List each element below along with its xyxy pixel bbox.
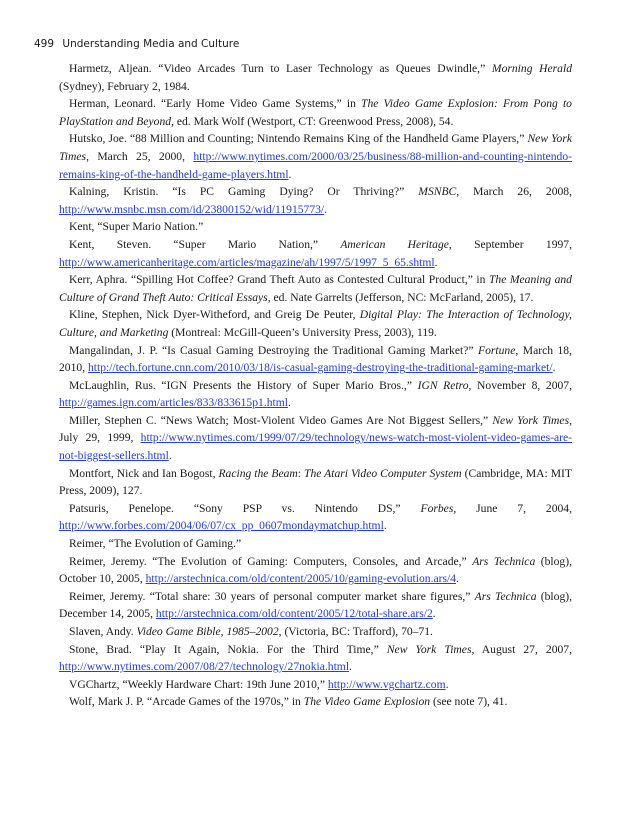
reference-text: Kalning, Kristin. “Is PC Gaming Dying? Or Thriving?” bbox=[69, 185, 419, 199]
reference-text: Wolf, Mark J. P. “Arcade Games of the 1970s,” in bbox=[69, 695, 304, 709]
reference-entry bbox=[59, 641, 572, 676]
reference-text: , ed. Nate Garrelts (Jefferson, NC: McFarland, 2005), 17. bbox=[267, 290, 534, 304]
reference-entry bbox=[59, 236, 572, 271]
reference-text: VGChartz, “Weekly Hardware Chart: 19th June 2010,” bbox=[69, 677, 328, 691]
reference-entry bbox=[59, 218, 572, 236]
reference-entry bbox=[59, 271, 572, 306]
reference-entry bbox=[59, 377, 572, 412]
reference-text: Montfort, Nick and Ian Bogost, bbox=[69, 466, 219, 480]
reference-text: , July 29, 1999, bbox=[59, 413, 572, 445]
reference-text: Herman, Leonard. “Early Home Video Game Systems,” in bbox=[69, 97, 362, 111]
reference-link[interactable]: http://www.americanheritage.com/articles/magazine/ah/1997/5/1997_5_65.shtml bbox=[59, 255, 435, 269]
reference-text: Kent, “Super Mario Nation.” bbox=[69, 220, 204, 234]
reference-entry bbox=[59, 465, 572, 500]
reference-text: . bbox=[383, 519, 387, 533]
reference-text: McLaughlin, Rus. “IGN Presents the History of Super Mario Bros.,” bbox=[69, 378, 418, 392]
reference-entry bbox=[59, 553, 572, 588]
reference-link[interactable]: http://www.nytimes.com/1999/07/29/technology/news-watch-most-violent-video-games-are-not-biggest-sellers.html bbox=[59, 431, 572, 463]
reference-text: (blog), December 14, 2005, bbox=[59, 589, 573, 621]
reference-italic-title: Ars Technica bbox=[474, 589, 537, 603]
reference-text: . bbox=[287, 396, 291, 410]
reference-text: . bbox=[552, 361, 556, 375]
reference-entry bbox=[59, 676, 572, 694]
reference-entry bbox=[59, 95, 572, 130]
reference-link[interactable]: http://arstechnica.com/old/content/2005/12/total-share.ars/2 bbox=[155, 607, 433, 621]
reference-italic-title: Racing the Beam bbox=[218, 466, 298, 480]
reference-text: (Cambridge, MA: MIT Press, 2009), 127. bbox=[59, 466, 572, 498]
reference-italic-title: Forbes bbox=[420, 501, 454, 515]
reference-entry bbox=[59, 500, 572, 535]
reference-text: , March 26, 2008, bbox=[456, 185, 572, 199]
reference-link[interactable]: http://www.nytimes.com/2007/08/27/technology/27nokia.html bbox=[59, 660, 350, 674]
reference-italic-title: IGN Retro bbox=[417, 378, 469, 392]
reference-text: Miller, Stephen C. “News Watch; Most-Violent Video Games Are Not Biggest Sellers,” bbox=[69, 413, 493, 427]
reference-italic-title: Morning Herald bbox=[491, 62, 572, 75]
reference-text: Reimer, Jeremy. “The Evolution of Gaming: Computers, Consoles, and Arcade,” bbox=[69, 554, 473, 568]
reference-italic-title: The Video Game Explosion: From Pong to PlayStation and Beyond bbox=[59, 97, 572, 128]
reference-italic-title: The Video Game Explosion bbox=[303, 695, 431, 709]
reference-italic-title: Fortune bbox=[478, 343, 516, 357]
reference-text: . bbox=[168, 449, 172, 463]
reference-italic-title: New York Times bbox=[492, 413, 570, 427]
page-number: 499 bbox=[34, 38, 55, 50]
reference-list bbox=[59, 60, 572, 711]
reference-text: , September 1997, bbox=[448, 237, 572, 251]
reference-entry bbox=[59, 693, 572, 711]
reference-text: : bbox=[297, 466, 304, 480]
reference-text: Reimer, Jeremy. “Total share: 30 years of personal computer market share figures,” bbox=[69, 589, 475, 603]
reference-text: Mangalindan, J. P. “Is Casual Gaming Destroying the Traditional Gaming Market?” bbox=[69, 343, 479, 357]
reference-text: , March 25, 2000, bbox=[86, 149, 194, 163]
reference-italic-title: American Heritage bbox=[340, 237, 449, 251]
reference-text: Harmetz, Aljean. “Video Arcades Turn to Laser Technology as Queues Dwindle,” bbox=[69, 62, 492, 75]
section-title: Understanding Media and Culture bbox=[62, 38, 240, 50]
reference-link[interactable]: http://www.forbes.com/2004/06/07/cx_pp_0607mondaymatchup.html bbox=[59, 519, 384, 533]
reference-link[interactable]: http://arstechnica.com/old/content/2005/10/gaming-evolution.ars/4 bbox=[145, 572, 457, 586]
reference-text: Stone, Brad. “Play It Again, Nokia. For the Third Time,” bbox=[69, 642, 387, 656]
reference-text: , June 7, 2004, bbox=[453, 501, 572, 515]
reference-entry bbox=[59, 130, 572, 183]
reference-text: , August 27, 2007, bbox=[471, 642, 573, 656]
reference-entry bbox=[59, 183, 572, 218]
reference-italic-title: The Meaning and Culture of Grand Theft Auto: Critical Essays bbox=[59, 273, 572, 304]
reference-link[interactable]: http://www.msnbc.msn.com/id/23800152/wid/11915773/ bbox=[59, 202, 325, 216]
reference-entry bbox=[59, 535, 572, 553]
reference-entry bbox=[59, 342, 572, 377]
reference-text: Slaven, Andy. bbox=[69, 625, 137, 638]
reference-text: . bbox=[434, 255, 438, 269]
reference-text: . bbox=[445, 677, 449, 691]
reference-italic-title: MSNBC bbox=[418, 185, 457, 199]
reference-text: Reimer, “The Evolution of Gaming.” bbox=[69, 537, 242, 551]
reference-entry bbox=[59, 306, 572, 341]
page-header bbox=[34, 38, 239, 50]
reference-entry bbox=[59, 412, 572, 465]
reference-text: (Montreal: McGill-Queen’s University Press, 2003), 119. bbox=[168, 325, 437, 339]
reference-text: Hutsko, Joe. “88 Million and Counting; Nintendo Remains King of the Handheld Game Players,” bbox=[69, 132, 528, 146]
reference-text: (blog), October 10, 2005, bbox=[59, 554, 572, 586]
reference-italic-title: Video Game Bible, 1985–2002 bbox=[136, 625, 279, 638]
reference-link[interactable]: http://www.nytimes.com/2000/03/25/business/88-million-and-counting-nintendo-remains-king-of-the-handheld-game-players.html bbox=[59, 149, 572, 181]
reference-text: Kerr, Aphra. “Spilling Hot Coffee? Grand Theft Auto as Contested Cultural Product,” in bbox=[69, 273, 489, 287]
reference-text: Kline, Stephen, Nick Dyer-Witheford, and Greig De Peuter, bbox=[69, 308, 360, 322]
reference-text: . bbox=[349, 660, 352, 674]
reference-text: , (Victoria, BC: Trafford), 70–71. bbox=[278, 625, 433, 638]
reference-text: (Sydney), February 2, 1984. bbox=[59, 79, 190, 93]
reference-italic-title: Digital Play: The Interaction of Technology, Culture, and Marketing bbox=[59, 308, 572, 339]
reference-italic-title: New York Times bbox=[59, 132, 572, 163]
reference-text: . bbox=[288, 167, 292, 181]
reference-text: Kent, Steven. “Super Mario Nation,” bbox=[69, 237, 341, 251]
reference-italic-title: The Atari Video Computer System bbox=[304, 466, 462, 480]
reference-text: (see note 7), 41. bbox=[430, 695, 508, 709]
reference-text: , March 18, 2010, bbox=[59, 343, 572, 375]
reference-link[interactable]: http://www.vgchartz.com bbox=[327, 677, 446, 691]
reference-text: . bbox=[432, 607, 436, 621]
reference-text: Patsuris, Penelope. “Sony PSP vs. Nintendo DS,” bbox=[69, 501, 421, 515]
reference-link[interactable]: http://games.ign.com/articles/833/833615p1.html bbox=[59, 396, 288, 410]
reference-entry bbox=[59, 623, 572, 641]
reference-italic-title: New York Times bbox=[386, 642, 472, 656]
reference-entry bbox=[59, 60, 572, 95]
reference-italic-title: Ars Technica bbox=[472, 554, 536, 568]
reference-link[interactable]: http://tech.fortune.cnn.com/2010/03/18/is-casual-gaming-destroying-the-traditional-gaming-market/ bbox=[87, 361, 553, 375]
reference-text: . bbox=[324, 202, 328, 216]
reference-text: . bbox=[456, 572, 459, 586]
reference-text: , November 8, 2007, bbox=[468, 378, 572, 392]
reference-text: , ed. Mark Wolf (Westport, CT: Greenwood Press, 2008), 54. bbox=[171, 114, 454, 128]
reference-entry bbox=[59, 588, 572, 623]
